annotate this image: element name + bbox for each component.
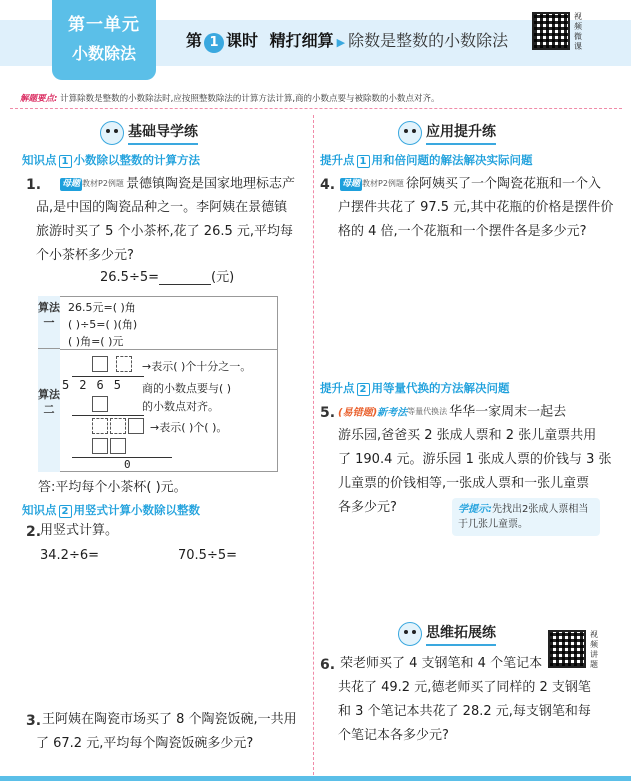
section-apply-title: 应用提升练 — [426, 121, 496, 145]
q5-number: 5. — [320, 405, 336, 421]
m2-note-1-text: 表示( )个十分之一。 — [151, 360, 252, 373]
q1-answer-blank[interactable] — [159, 271, 211, 285]
subtract-line-2 — [72, 457, 172, 458]
hint-label: 学提示: — [458, 504, 492, 515]
hint-text: 先找出2张成人票相当于几张儿童票。 — [458, 504, 589, 530]
kp2-number: 2 — [59, 505, 72, 518]
q2-a: 34.2÷6= — [40, 548, 100, 563]
q2-number: 2. — [26, 524, 42, 540]
m2-zero: 0 — [124, 458, 131, 471]
digit-5: 5 — [113, 378, 131, 392]
divider-line — [10, 108, 622, 109]
kp1-text: 小数除以整数的计算方法 — [73, 153, 200, 167]
owl-mascot-icon-2 — [398, 121, 422, 145]
q6-line-0: 荣老师买了 4 支钢笔和 4 个笔记本 — [340, 656, 543, 671]
method-2-label: 算法二 — [38, 348, 60, 472]
kp1-prefix: 知识点 — [22, 153, 57, 167]
q6-line-2: 和 3 个笔记本共花了 28.2 元,每支钢笔和每 — [338, 704, 591, 719]
m1-row-0: 26.5元=( )角 — [68, 301, 136, 314]
improve-point-1 — [320, 152, 533, 168]
owl-mascot-icon-3 — [398, 622, 422, 646]
tp2-number: 2 — [357, 383, 370, 396]
arrow-right-icon-2: → — [150, 421, 160, 434]
kp2-prefix: 知识点 — [22, 503, 57, 517]
q5-line-1: 游乐园,爸爸买 2 张成人票和 2 张儿童票共用 — [338, 428, 597, 443]
qr-code-icon[interactable] — [532, 12, 570, 50]
unit-label: 第一单元 — [68, 15, 140, 35]
q1-badge: 母题 — [62, 178, 81, 189]
q1-answer: 答:平均每个小茶杯( )元。 — [38, 480, 187, 495]
kp2-text: 用竖式计算小数除以整数 — [73, 503, 200, 517]
product-box-2[interactable] — [92, 438, 108, 454]
q1-text — [60, 172, 305, 197]
m2-note-3 — [150, 419, 227, 435]
product-box-row — [92, 396, 108, 412]
method-1-label: 算法一 — [38, 296, 60, 348]
remainder-box-3[interactable] — [128, 418, 144, 434]
q1-badge-sub: 教材P2例题 — [82, 179, 124, 188]
product-box[interactable] — [92, 396, 108, 412]
subtract-line-1 — [72, 415, 144, 416]
q1-line-3: 个小茶杯多少元? — [36, 248, 134, 263]
qr-label-top: 视频微课 — [574, 12, 582, 51]
q1-equation — [100, 266, 234, 290]
q4-number: 4. — [320, 177, 336, 193]
product-box-row-2 — [92, 438, 126, 454]
section-expand-title: 思维拓展练 — [426, 622, 496, 646]
method-separator — [60, 349, 278, 350]
q5-badge-sub: 等量代换法 — [407, 407, 448, 416]
m1-row-1: ( )÷5=( )(角) — [68, 318, 138, 331]
lesson-number: 1 — [204, 33, 224, 53]
product-box-3[interactable] — [110, 438, 126, 454]
owl-mascot-icon — [100, 121, 124, 145]
divisor: 5 — [62, 378, 80, 392]
q5-line-4: 各多少元? — [338, 500, 397, 515]
lesson-title — [186, 28, 508, 54]
q5-text — [338, 400, 628, 426]
q5-line-0: 华华一家周末一起去 — [449, 404, 567, 420]
section-basic — [100, 121, 198, 143]
q5-badge-new: 新考法 — [377, 407, 408, 419]
dividend-row — [62, 378, 131, 392]
q1-line-1: 品,是中国的陶瓷品种之一。李阿姨在景德镇 — [36, 200, 288, 215]
tp1-text: 用和倍问题的解法解决实际问题 — [371, 153, 533, 167]
lesson-subtitle: 除数是整数的小数除法 — [348, 31, 509, 50]
remainder-boxes — [92, 418, 144, 434]
q2-b: 70.5÷5= — [178, 548, 238, 563]
tp1-prefix: 提升点 — [320, 153, 355, 167]
q4-line-0: 徐阿姨买了一个陶瓷花瓶和一个入 — [405, 176, 601, 192]
q3-line-1: 了 67.2 元,平均每个陶瓷饭碗多少元? — [36, 736, 254, 751]
tp2-prefix: 提升点 — [320, 381, 355, 395]
q3-line-0: 王阿姨在陶瓷市场买了 8 个陶瓷饭碗,一共用 — [42, 712, 297, 727]
division-bar — [72, 376, 144, 377]
m2-note-3-text: 表示( )个( )。 — [159, 421, 228, 434]
tip-line — [20, 92, 620, 104]
tip-label: 解题要点: — [20, 94, 58, 104]
knowledge-point-2 — [22, 502, 200, 518]
q1-line-2: 旅游时买了 5 个小茶杯,花了 26.5 元,平均每 — [36, 224, 294, 239]
section-apply — [398, 121, 496, 143]
bottom-strip — [0, 776, 631, 781]
knowledge-point-1 — [22, 152, 200, 168]
topic-label: 小数除法 — [71, 44, 136, 63]
q5-line-3: 儿童票的价钱相等,一张成人票和一张儿童票 — [338, 476, 590, 491]
q1-equation-text: 26.5÷5= — [100, 270, 160, 285]
q2-text: 用竖式计算。 — [40, 523, 119, 538]
lesson-suffix: 课时 — [226, 31, 259, 50]
quotient-box[interactable] — [92, 356, 108, 372]
section-basic-title: 基础导学练 — [128, 121, 198, 145]
q4-text — [340, 172, 625, 197]
q1-line-0: 景德镇陶瓷是国家地理标志产 — [125, 176, 295, 192]
arrow-icon: ▶ — [336, 36, 346, 49]
lesson-name: 精打细算 — [269, 31, 334, 50]
lesson-prefix: 第 — [186, 31, 203, 50]
quotient-box-dashed[interactable] — [116, 356, 132, 372]
q5-badge-easy-error: (易错题) — [338, 407, 378, 419]
remainder-box-2[interactable] — [110, 418, 126, 434]
m2-note-2b: 的小数点对齐。 — [142, 400, 219, 413]
m2-note-2a: 商的小数点要与( ) — [142, 382, 232, 395]
q4-badge-sub: 教材P2例题 — [362, 179, 404, 188]
q6-line-3: 个笔记本各多少元? — [338, 728, 449, 743]
qr-label-bottom: 视频讲题 — [590, 630, 598, 669]
arrow-right-icon: → — [142, 360, 152, 373]
unit-tab — [52, 0, 156, 80]
q1-number: 1. — [26, 177, 42, 193]
q3-number: 3. — [26, 713, 42, 729]
tp2-text: 用等量代换的方法解决问题 — [371, 381, 510, 395]
section-expand — [398, 622, 496, 644]
m1-row-2: ( )角=( )元 — [68, 335, 124, 348]
q4-line-2: 格的 4 倍,一个花瓶和一个摆件各是多少元? — [338, 224, 587, 239]
tp1-number: 1 — [357, 155, 370, 168]
improve-point-2 — [320, 380, 510, 396]
remainder-box-1[interactable] — [92, 418, 108, 434]
quotient-boxes — [92, 356, 132, 372]
q1-unit: (元) — [211, 270, 235, 285]
qr-code-icon-2[interactable] — [548, 630, 586, 668]
q4-badge: 母题 — [342, 178, 361, 189]
hint-box — [452, 498, 600, 536]
tip-text: 计算除数是整数的小数除法时,应按照整数除法的计算方法计算,商的小数点要与被除数的小数点对齐。 — [60, 94, 440, 104]
q6-number: 6. — [320, 657, 336, 673]
q6-line-1: 共花了 49.2 元,德老师买了同样的 2 支钢笔 — [338, 680, 591, 695]
digit-6: 6 — [96, 378, 114, 392]
q5-line-2: 了 190.4 元。游乐园 1 张成人票的价钱与 3 张 — [338, 452, 612, 467]
digit-2: 2 — [79, 378, 97, 392]
column-divider — [313, 115, 314, 775]
q4-line-1: 户摆件共花了 97.5 元,其中花瓶的价格是摆件价 — [338, 200, 614, 215]
kp1-number: 1 — [59, 155, 72, 168]
m2-note-1 — [142, 358, 251, 374]
